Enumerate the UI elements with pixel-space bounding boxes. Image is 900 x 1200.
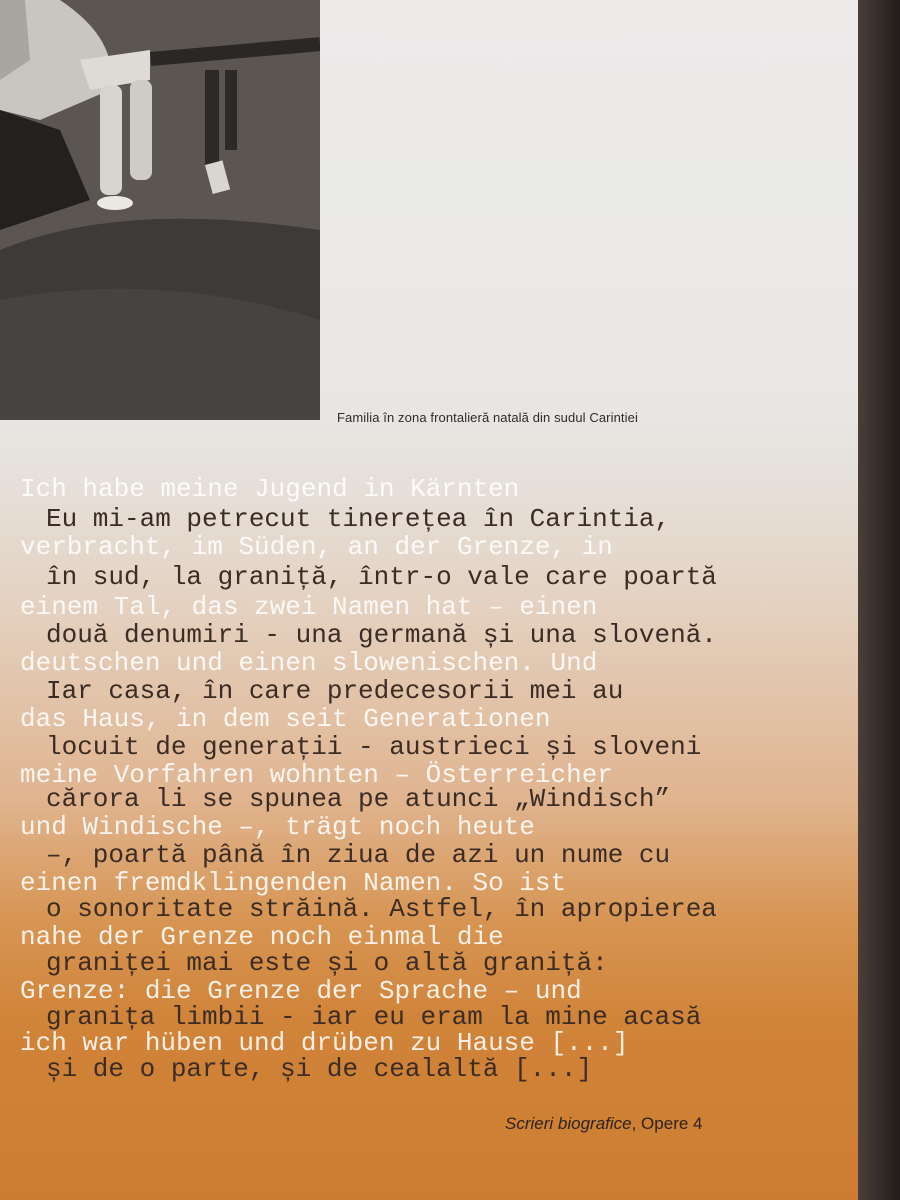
- german-line: ich war hüben und drüben zu Hause [...]: [20, 1028, 629, 1058]
- romanian-line: Eu mi-am petrecut tinerețea în Carintia,: [46, 504, 671, 534]
- german-line: meine Vorfahren wohnten – Österreicher: [20, 760, 613, 790]
- romanian-line: cărora li se spunea pe atunci „Windisch”: [46, 784, 671, 814]
- german-line: Ich habe meine Jugend in Kärnten: [20, 474, 520, 504]
- panel-edge-shadow: [858, 0, 900, 1200]
- german-line: und Windische –, trägt noch heute: [20, 812, 535, 842]
- german-line: deutschen und einen slowenischen. Und: [20, 648, 598, 678]
- romanian-line: locuit de generații - austrieci și sloveni: [46, 732, 702, 762]
- german-line: Grenze: die Grenze der Sprache – und: [20, 976, 582, 1006]
- german-line: das Haus, in dem seit Generationen: [20, 704, 551, 734]
- romanian-line: în sud, la graniță, într-o vale care poartă: [46, 562, 717, 592]
- romanian-line: –, poartă până în ziua de azi un nume cu: [46, 840, 671, 870]
- source-volume: , Opere 4: [631, 1114, 703, 1133]
- romanian-line: graniței mai este și o altă graniță:: [46, 948, 608, 978]
- romanian-line: Iar casa, în care predecesorii mei au: [46, 676, 624, 706]
- german-line: nahe der Grenze noch einmal die: [20, 922, 504, 952]
- romanian-line: granița limbii - iar eu eram la mine acasă: [46, 1002, 702, 1032]
- romanian-line: și de o parte, și de cealaltă [...]: [46, 1054, 593, 1084]
- photo-caption: Familia în zona frontalieră natală din sudul Carintiei: [337, 410, 638, 425]
- source-title: Scrieri biografice: [505, 1114, 632, 1133]
- german-line: verbracht, im Süden, an der Grenze, in: [20, 532, 613, 562]
- family-photo: [0, 0, 320, 420]
- german-line: einem Tal, das zwei Namen hat – einen: [20, 592, 598, 622]
- german-line: einen fremdklingenden Namen. So ist: [20, 868, 567, 898]
- romanian-line: o sonoritate străină. Astfel, în apropierea: [46, 894, 717, 924]
- romanian-line: două denumiri - una germană și una slovenă.: [46, 620, 717, 650]
- source-citation: [505, 1114, 702, 1134]
